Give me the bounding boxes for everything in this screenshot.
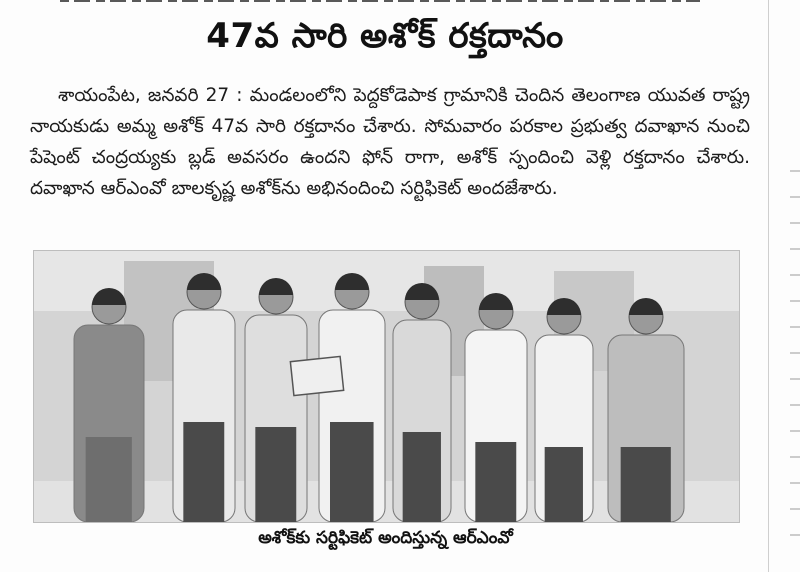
photo-person	[173, 273, 235, 522]
photo-illustration	[34, 251, 739, 522]
photo-caption: అశోక్‌కు సర్టిఫికెట్ అందిస్తున్న ఆర్‌ఎంవో	[258, 528, 513, 548]
news-photo	[33, 250, 740, 523]
adjacent-column-fragment	[790, 170, 800, 560]
column-divider	[768, 0, 769, 572]
article-body	[30, 80, 750, 204]
certificate	[290, 356, 343, 395]
photo-person	[319, 273, 385, 522]
article-paragraph: శాయంపేట, జనవరి 27 : మండలంలోని పెద్దకోడెపాక గ్రామానికి చెందిన తెలంగాణ యువత రాష్ట్ర నాయకుడు అమ్మ అశోక్ 47వ సారి రక్తదానం చేశారు. సోమవారం పరకాల ప్రభుత్వ దవాఖాన నుంచి పేషెంట్ చంద్రయ్యకు బ్లడ్ అవసరం ఉందని ఫోన్ రాగా, అశోక్ స్పందించి వెళ్లి రక్తదానం చేశారు. దవాఖాన ఆర్‌ఎంవో బాలకృష్ణ అశోక్‌ను అభినందించి సర్టిఫికెట్ అందజేశారు.	[30, 85, 750, 199]
previous-line-fragment	[60, 0, 700, 6]
headline: 47వ సారి అశోక్ రక్తదానం	[206, 16, 564, 56]
